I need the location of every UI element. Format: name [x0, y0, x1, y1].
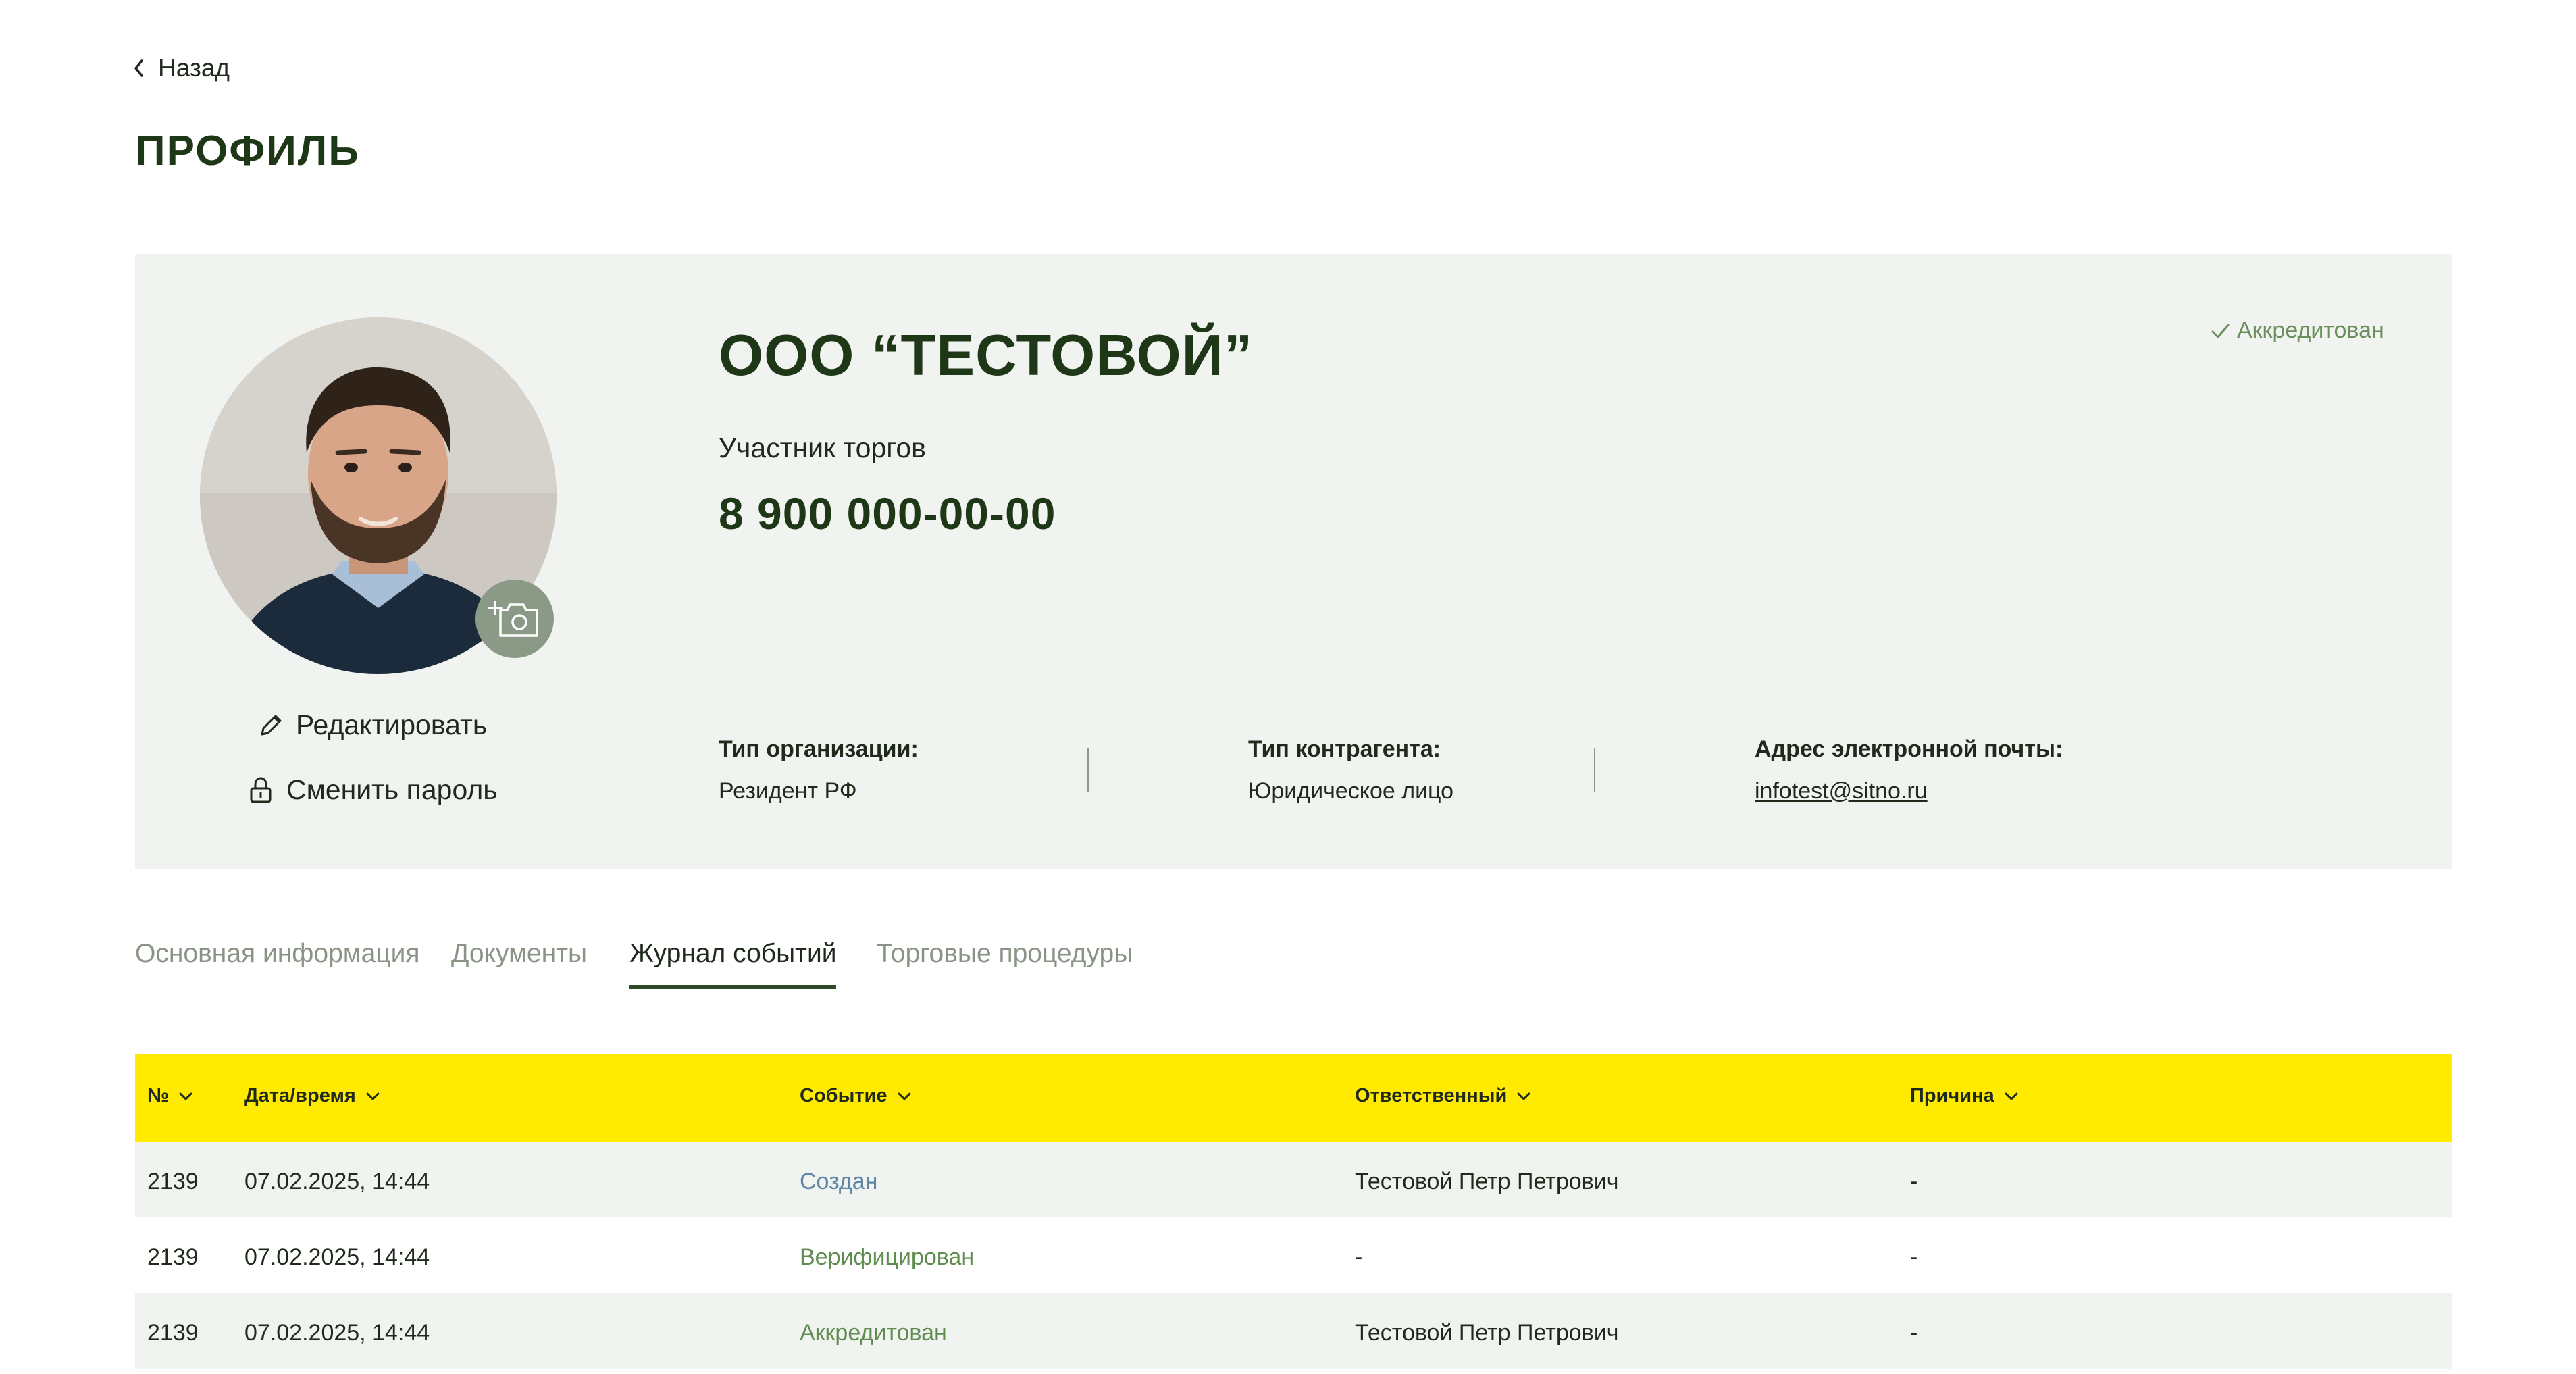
email-link[interactable]: infotest@sitno.ru	[1755, 778, 1928, 804]
column-header-number[interactable]	[147, 1085, 193, 1107]
chevron-down-icon	[897, 1092, 912, 1101]
table-row	[135, 1293, 2452, 1369]
company-name: ООО “ТЕСТОВОЙ”	[719, 324, 1254, 388]
chevron-down-icon	[2004, 1092, 2019, 1101]
column-header-label: Ответственный	[1355, 1085, 1508, 1106]
chevron-down-icon	[1516, 1092, 1531, 1101]
edit-profile-label: Редактировать	[296, 709, 488, 740]
tab-documents[interactable]: Документы	[451, 939, 588, 968]
column-header-event[interactable]	[800, 1085, 912, 1107]
cell-reason: -	[1910, 1169, 1918, 1194]
counterparty-type-label: Тип контрагента:	[1248, 736, 1441, 762]
column-header-label: №	[147, 1085, 170, 1106]
cell-reason: -	[1910, 1244, 1918, 1270]
counterparty-type-value: Юридическое лицо	[1248, 778, 1454, 804]
cell-datetime: 07.02.2025, 14:44	[244, 1320, 430, 1346]
tab-trade-procedures[interactable]: Торговые процедуры	[877, 939, 1133, 968]
change-photo-button[interactable]	[475, 580, 554, 658]
chevron-down-icon	[178, 1092, 193, 1101]
cell-event: Создан	[800, 1169, 878, 1194]
column-header-label: Дата/время	[244, 1085, 356, 1106]
chevron-down-icon	[365, 1092, 380, 1101]
tab-main-info[interactable]: Основная информация	[135, 939, 420, 968]
info-divider	[1087, 748, 1089, 792]
cell-number: 2139	[147, 1169, 199, 1194]
page-title: ПРОФИЛЬ	[135, 128, 360, 174]
table-row	[135, 1142, 2452, 1217]
back-link[interactable]	[132, 54, 230, 82]
pencil-icon	[257, 711, 284, 740]
column-header-label: Причина	[1910, 1085, 1994, 1106]
edit-profile-button[interactable]	[257, 709, 487, 741]
column-header-reason[interactable]	[1910, 1085, 2019, 1107]
check-icon	[2210, 322, 2230, 340]
cell-responsible: -	[1355, 1244, 1363, 1270]
camera-add-icon	[487, 596, 542, 641]
table-row	[135, 1217, 2452, 1293]
table-header	[135, 1054, 2452, 1142]
status-label: Аккредитован	[2237, 317, 2384, 343]
back-label: Назад	[158, 54, 230, 82]
company-role: Участник торгов	[719, 432, 926, 463]
cell-event: Аккредитован	[800, 1320, 947, 1346]
cell-reason: -	[1910, 1320, 1918, 1346]
status-badge	[2210, 317, 2384, 344]
column-header-label: Событие	[800, 1085, 887, 1106]
org-type-label: Тип организации:	[719, 736, 919, 762]
cell-datetime: 07.02.2025, 14:44	[244, 1244, 430, 1270]
cell-responsible: Тестовой Петр Петрович	[1355, 1169, 1619, 1194]
change-password-label: Сменить пароль	[286, 774, 498, 805]
cell-responsible: Тестовой Петр Петрович	[1355, 1320, 1619, 1346]
chevron-left-icon	[132, 58, 145, 78]
cell-number: 2139	[147, 1244, 199, 1270]
company-phone: 8 900 000-00-00	[719, 488, 1056, 538]
column-header-datetime[interactable]	[244, 1085, 380, 1107]
cell-event: Верифицирован	[800, 1244, 975, 1270]
change-password-button[interactable]	[247, 774, 498, 806]
cell-number: 2139	[147, 1320, 199, 1346]
lock-icon	[247, 776, 274, 805]
org-type-value: Резидент РФ	[719, 778, 857, 804]
info-divider	[1594, 748, 1595, 792]
tab-event-log[interactable]: Журнал событий	[629, 939, 837, 968]
cell-datetime: 07.02.2025, 14:44	[244, 1169, 430, 1194]
column-header-responsible[interactable]	[1355, 1085, 1531, 1107]
active-tab-indicator	[629, 985, 836, 989]
email-label: Адрес электронной почты:	[1755, 736, 2063, 762]
